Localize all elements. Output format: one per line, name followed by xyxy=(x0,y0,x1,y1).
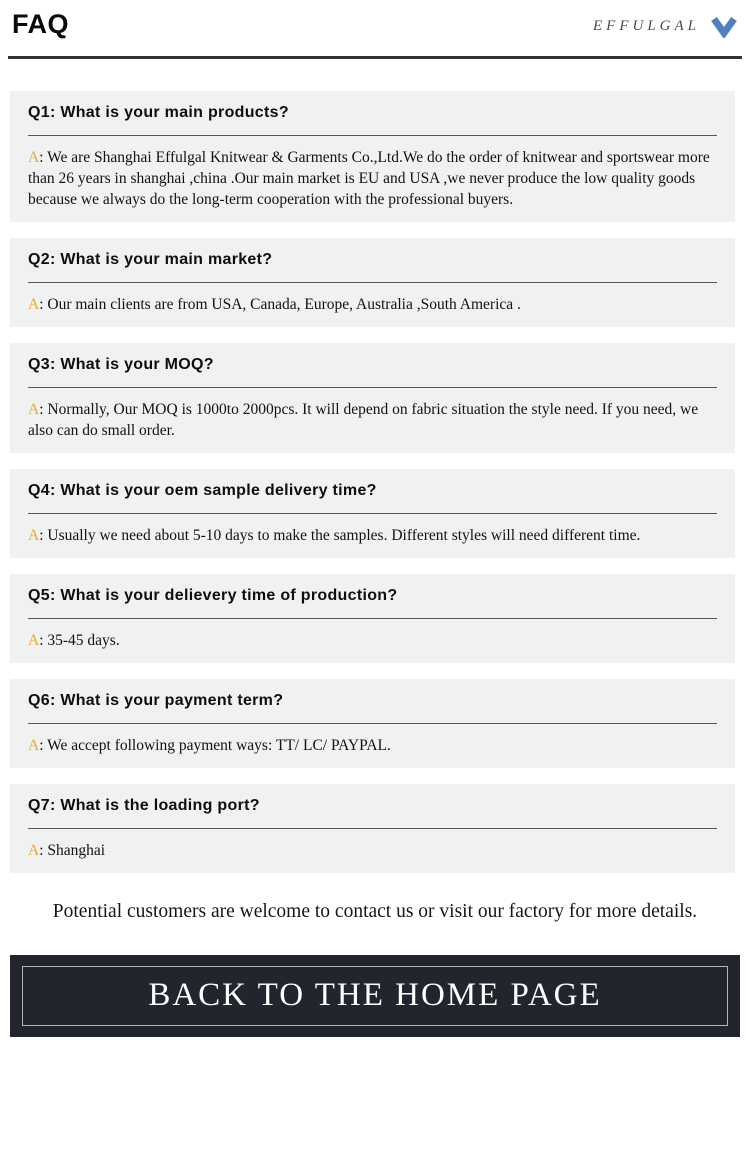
question-label: Q2 xyxy=(28,251,50,268)
question-label: Q4 xyxy=(28,482,50,499)
answer-label: A xyxy=(28,296,40,313)
answer-separator: : xyxy=(39,401,48,418)
answer-separator: : xyxy=(39,842,48,859)
question-divider xyxy=(28,387,717,388)
question-separator: : xyxy=(49,692,61,709)
answer-text: We accept following payment ways: TT/ LC/ PAYPAL. xyxy=(47,737,391,754)
question-separator: : xyxy=(49,797,61,814)
faq-question xyxy=(28,103,717,123)
question-text: What is your main products? xyxy=(60,104,289,121)
faq-item xyxy=(10,469,735,558)
faq-answer xyxy=(28,399,717,441)
faq-question xyxy=(28,691,717,711)
question-separator: : xyxy=(49,587,61,604)
question-divider xyxy=(28,282,717,283)
answer-separator: : xyxy=(39,737,48,754)
question-separator: : xyxy=(49,482,61,499)
question-text: What is your oem sample delivery time? xyxy=(60,482,377,499)
question-divider xyxy=(28,723,717,724)
question-divider xyxy=(28,135,717,136)
back-home-button-label: BACK TO THE HOME PAGE xyxy=(148,977,602,1013)
question-divider xyxy=(28,513,717,514)
answer-text: Shanghai xyxy=(47,842,106,859)
answer-text: We are Shanghai Effulgal Knitwear & Garments Co.,Ltd.We do the order of knitwear and sportswear more than 26 years in shanghai ,china .Our main market is EU and USA ,we never produce the low quality goods because we always do the long-term cooperation with the professional buyers. xyxy=(28,149,710,208)
faq-item xyxy=(10,784,735,873)
faq-item xyxy=(10,574,735,663)
answer-separator: : xyxy=(39,296,48,313)
faq-question xyxy=(28,481,717,501)
question-label: Q6 xyxy=(28,692,50,709)
answer-label: A xyxy=(28,632,40,649)
faq-answer xyxy=(28,630,717,651)
faq-item xyxy=(10,91,735,222)
page-header xyxy=(0,0,750,56)
faq-answer xyxy=(28,525,717,546)
answer-text: Our main clients are from USA, Canada, Europe, Australia ,South America . xyxy=(47,296,521,313)
question-separator: : xyxy=(49,356,61,373)
back-home-button[interactable] xyxy=(10,955,740,1037)
faq-answer xyxy=(28,294,717,315)
answer-text: Usually we need about 5-10 days to make the samples. Different styles will need different time. xyxy=(47,527,641,544)
question-label: Q1 xyxy=(28,104,50,121)
brand-area xyxy=(593,14,738,38)
answer-separator: : xyxy=(39,527,48,544)
faq-item xyxy=(10,679,735,768)
brand-name: EFFULGAL xyxy=(593,17,700,34)
question-label: Q5 xyxy=(28,587,50,604)
faq-answer xyxy=(28,840,717,861)
faq-item xyxy=(10,343,735,453)
faq-answer xyxy=(28,735,717,756)
answer-separator: : xyxy=(39,632,48,649)
question-text: What is your payment term? xyxy=(60,692,284,709)
question-text: What is your MOQ? xyxy=(60,356,214,373)
faq-list xyxy=(10,91,735,873)
footer-note: Potential customers are welcome to contact us or visit our factory for more details. xyxy=(52,901,698,922)
question-divider xyxy=(28,828,717,829)
question-separator: : xyxy=(49,104,61,121)
page-title: FAQ xyxy=(12,9,70,39)
question-label: Q7 xyxy=(28,797,50,814)
faq-question xyxy=(28,355,717,375)
back-home-button-inner xyxy=(22,966,728,1026)
header-divider xyxy=(8,56,742,59)
answer-text: 35-45 days. xyxy=(47,632,120,649)
answer-label: A xyxy=(28,842,40,859)
question-text: What is your delievery time of production? xyxy=(60,587,398,604)
faq-question xyxy=(28,250,717,270)
answer-separator: : xyxy=(39,149,48,166)
answer-label: A xyxy=(28,401,40,418)
faq-answer xyxy=(28,147,717,210)
answer-label: A xyxy=(28,149,40,166)
question-divider xyxy=(28,618,717,619)
question-text: What is your main market? xyxy=(60,251,273,268)
question-label: Q3 xyxy=(28,356,50,373)
answer-label: A xyxy=(28,737,40,754)
faq-question xyxy=(28,586,717,606)
question-separator: : xyxy=(49,251,61,268)
chevron-down-icon[interactable] xyxy=(710,14,738,38)
answer-label: A xyxy=(28,527,40,544)
faq-item xyxy=(10,238,735,327)
question-text: What is the loading port? xyxy=(60,797,260,814)
faq-question xyxy=(28,796,717,816)
answer-text: Normally, Our MOQ is 1000to 2000pcs. It will depend on fabric situation the style need. If you need, we also can do small order. xyxy=(28,401,699,439)
